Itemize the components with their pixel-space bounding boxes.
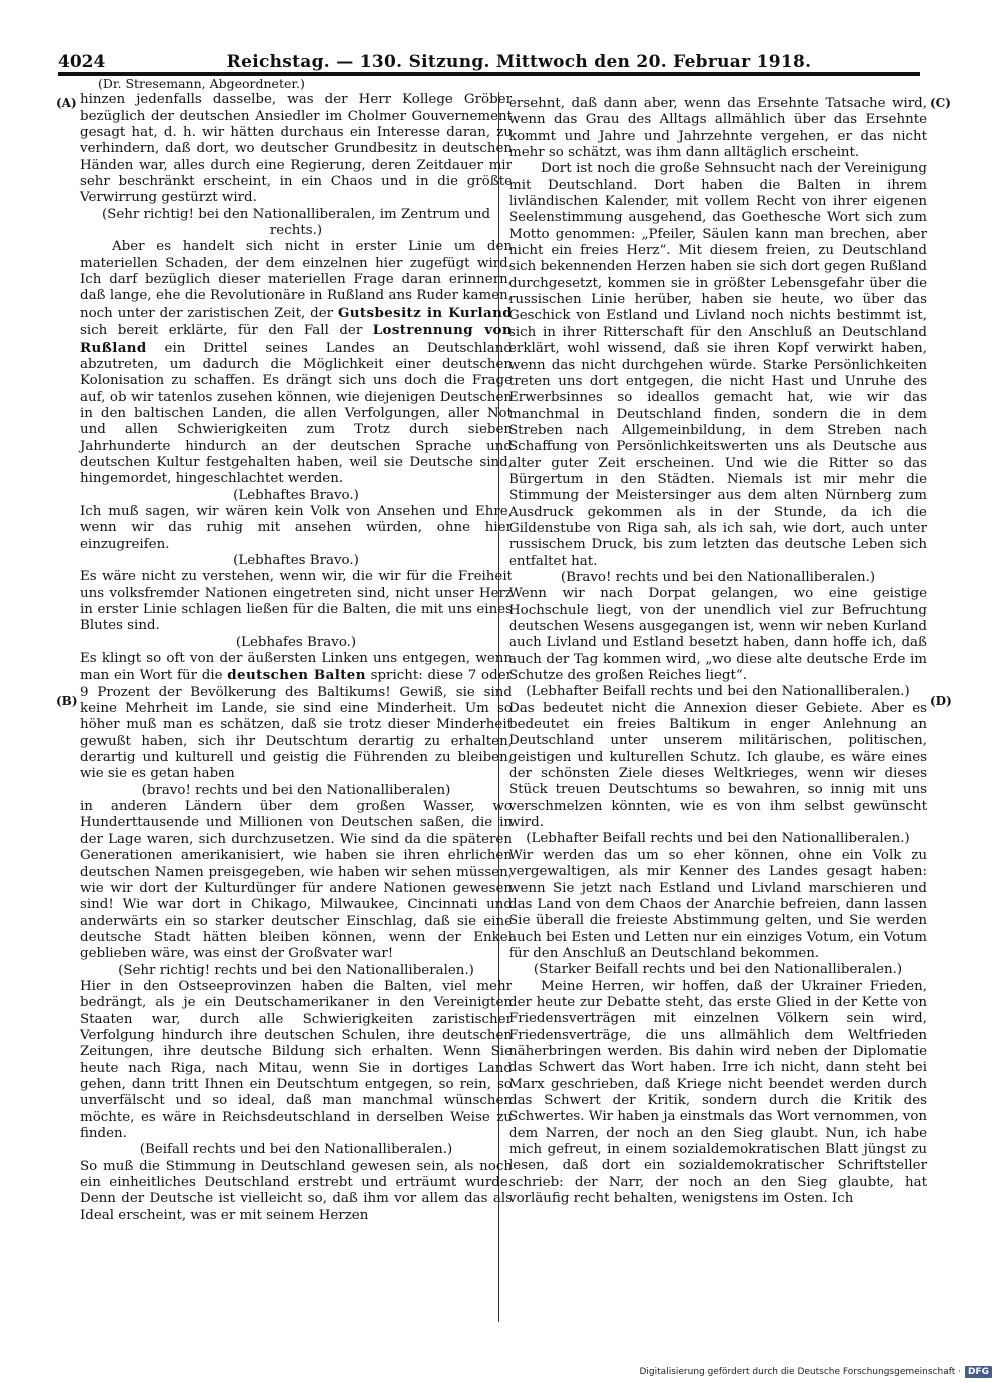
interjection: (Sehr richtig! bei den Nationalliberalen, im Zentrum und rechts.)	[101, 206, 491, 239]
margin-mark-d: (D)	[930, 694, 952, 708]
paragraph: hinzen jedenfalls dasselbe, was der Herr Kollege Gröber bezüglich der deutschen Ansiedler im Cholmer Gouvernement gesagt hat, d. h. wir hätten durchaus ein Interesse daran, zu verhindern, daß dort, wo deutscher Grundbesitz in deutschen Händen war, alles durch eine Regierung, deren Zeitdauer mir sehr beschränkt erscheint, in ein Chaos und in die größte Verwirrung gestürzt wird.	[80, 92, 512, 206]
interjection: (Bravo! rechts und bei den Nationalliberalen.)	[560, 569, 876, 585]
digitization-footer	[612, 1365, 992, 1379]
margin-mark-a: (A)	[56, 96, 77, 110]
interjection: (Lebhafter Beifall rechts und bei den Nationalliberalen.)	[526, 684, 910, 700]
emphasis: Gutsbesitz in Kurland	[337, 304, 512, 321]
paragraph: Es klingt so oft von der äußersten Linken uns entgegen, wenn man ein Wort für die deutschen Balten spricht: diese 7 oder 9 Prozent der Bevölkerung des Baltikums! Gewiß, sie sind keine Mehrheit im Lande, sie sind eine Minderheit. Um so höher muß man es schätzen, daß sie trotz dieser Minderheit gewußt haben, sich ihr Deutschtum derartig zu erhalten, derartig und kulturell und geistig die Führenden zu bleiben, wie sie es getan haben	[80, 651, 513, 782]
margin-mark-b: (B)	[56, 694, 78, 708]
interjection: (Lebhafter Beifall rechts und bei den Nationalliberalen.)	[526, 831, 910, 847]
paragraph: Hier in den Ostseeprovinzen haben die Balten, viel mehr bedrängt, als je ein Deutschamerikaner in den Vereinigten Staaten war, durch alle Schwierigkeiten zaristischer Verfolgung hindurch ihre deutschen Schulen, ihre deutschen Zeitungen, ihre deutsche Bildung sich erhalten. Wenn Sie heute nach Riga, nach Mitau, wenn Sie in dortiges Land gehen, dann tritt Ihnen ein Deutschtum entgegen, so rein, so unverfälscht und so ideal, daß man manchmal wünschen möchte, es wäre in Reichsdeutschland in derselben Weise zu finden.	[80, 978, 512, 1141]
paragraph: Meine Herren, wir hoffen, daß der Ukrainer Frieden, der heute zur Debatte steht, das erste Glied in der Kette von Friedensverträgen mit einzelnen Völkern sein wird, Friedensverträge, die uns allmählich dem Weltfrieden näherbringen werden. Bis dahin wird neben der Diplomatie das Schwert das Wort haben. Irre ich nicht, dann steht bei Marx geschrieben, daß Kriege nicht beendet werden durch das Schwert der Kritik, sondern durch die Kritik des Schwertes. Wir haben ja einstmals das Wort vernommen, von dem Narren, der noch an den Sieg glaubt. Nun, ich habe mich gefreut, in einem sozialdemokratischen Blatt jüngst zu lesen, daß dort ein sozialdemokratischer Schriftsteller schrieb: der Narr, der noch an den Sieg glaubte, hat vorläufig recht behalten, wenigstens im Osten. Ich	[509, 978, 927, 1207]
left-column	[80, 76, 512, 1224]
emphasis: Lostrennung von Rußland	[80, 322, 512, 356]
paragraph: in anderen Ländern über dem großen Wasser, wo Hunderttausende und Millionen von Deutschen saßen, die in der Lage waren, sich durchzusetzen. Wie sind da die späteren Generationen amerikanisiert, wie haben sie ihren ehrlichen deutschen Namen preisgegeben, wie haben wir sehen müssen, wie wir dort der Kulturdünger für andere Nationen gewesen sind! Wie war dort in Chikago, Milwaukee, Cincinnati und anderwärts ein so starker deutscher Einschlag, daß sie eine deutsche Stadt hätten bleiben können, wenn der Enkel geblieben wäre, was einst der Großvater war!	[80, 799, 512, 962]
speaker-line: (Dr. Stresemann, Abgeordneter.)	[98, 76, 305, 91]
interjection: (Lebhaftes Bravo.)	[233, 487, 359, 503]
interjection: (Lebhaftes Bravo.)	[233, 552, 359, 568]
interjection: (Beifall rechts und bei den Nationalliberalen.)	[139, 1142, 453, 1158]
paragraph: ersehnt, daß dann aber, wenn das Ersehnte Tatsache wird, wenn das Grau des Alltags allmählich über das Ersehnte kommt und Jahre und Jahrzehnte vergehen, er das nicht mehr so schätzt, was ihm dann alltäglich erscheint.	[509, 96, 927, 161]
paragraph: Wenn wir nach Dorpat gelangen, wo eine geistige Hochschule liegt, von der unendlich viel zur Befruchtung deutschen Wesens ausgegangen ist, wenn wir neben Kurland auch Livland und Estland besetzt haben, dann hoffe ich, daß auch der Tag kommen wird, „wo diese alte deutsche Erde im Schutze des großen Reiches liegt“.	[509, 586, 927, 684]
margin-mark-c: (C)	[930, 96, 951, 110]
emphasis: deutschen Balten	[227, 667, 366, 684]
interjection: (Sehr richtig! rechts und bei den Nationalliberalen.)	[118, 962, 474, 978]
dfg-logo-icon: DFG	[965, 1366, 992, 1378]
interjection: (Lebhafes Bravo.)	[235, 634, 357, 650]
paragraph: Das bedeutet nicht die Annexion dieser Gebiete. Aber es bedeutet ein freies Baltikum in enger Anlehnung an Deutschland unter unserem militärischen, politischen, geistigen und kulturellen Schutz. Ich glaube, es wäre eines der schönsten Ziele dieses Weltkrieges, wenn wir dieses Stück treuen Deutschtums so bewahren, so innig mit uns verschmelzen könnten, wie es von ihm selbst gewünscht wird.	[509, 700, 927, 831]
interjection: (bravo! rechts und bei den Nationalliberalen)	[141, 782, 451, 798]
footer-text: Digitalisierung gefördert durch die Deutsche Forschungsgemeinschaft ·	[639, 1367, 961, 1377]
paragraph: Dort ist noch die große Sehnsucht nach der Vereinigung mit Deutschland. Dort haben die Balten in ihrem livländischen Kalender, mit vollem Recht von ihrer eigenen Seelenstimmung ausgehend, das Goethesche Wort sich zum Motto genommen: „Pfeiler, Säulen kann man brechen, aber nicht ein freies Herz“. Mit diesem freien, zu Deutschland sich bekennenden Herzen haben sie sich dort gegen Rußland durchgesetzt, kommen sie in größter Lebensgefahr über die russischen Linie herüber, haben sie heute, wo über das Geschick von Estland und Livland noch nichts bestimmt ist, sich in ihrer Ritterschaft für den Anschluß an Deutschland erklärt, wohl wissend, daß sie ihren Kopf verwirkt haben, wenn das nicht durchgehen würde. Starke Persönlichkeiten treten uns dort entgegen, die nicht Hast und Unruhe des Erwerbsinnes so ideallos gemacht hat, wie wir das manchmal in Deutschland finden, sondern die in dem Streben nach Allgemeinbildung, in dem Streben nach Schaffung von Persönlichkeitswerten uns als Deutsche aus alter guter Zeit erscheinen. Und wie die Ritter so das Bürgertum in den Städten. Niemals ist mir mehr die Stimmung der Meistersinger aus dem alten Nürnberg zum Ausdruck gekommen als in der Stunde, da ich die Gildenstube von Riga sah, als ich sah, wie dort, auch unter russischem Druck, bis zum letzten das deutsche Leben sich entfaltet hat.	[509, 161, 927, 569]
page-number: 4024	[58, 52, 106, 72]
right-column	[509, 96, 927, 1207]
paragraph: Es wäre nicht zu verstehen, wenn wir, die wir für die Freiheit uns volksfremder Nationen eingetreten sind, nicht unser Herz in erster Linie schlagen ließen für die Balten, die mit uns eines Blutes sind.	[80, 569, 512, 634]
interjection: (Starker Beifall rechts und bei den Nationalliberalen.)	[533, 962, 903, 978]
paragraph: Wir werden das um so eher können, ohne ein Volk zu vergewaltigen, als mir Kenner des Landes gesagt haben: wenn Sie jetzt nach Estland und Livland marschieren und das Land von dem Chaos der Anarchie befreien, dann lassen Sie überall die freieste Abstimmung gelten, und Sie werden auch bei Esten und Letten nur ein einziges Votum, ein Votum für den Anschluß an Deutschland bekommen.	[509, 847, 927, 961]
paragraph: Aber es handelt sich nicht in erster Linie um den materiellen Schaden, der dem einzelnen hier zugefügt wird. Ich darf bezüglich dieser materiellen Frage daran erinnern, daß lange, ehe die Revolutionäre in Rußland ans Ruder kamen, noch unter der zaristischen Zeit, der Gutsbesitz in Kurland sich bereit erklärte, für den Fall der Lostrennung von Rußland ein Drittel seines Landes an Deutschland abzutreten, um dadurch die Möglichkeit einer deutschen Kolonisation zu schaffen. Es drängt sich uns doch die Frage auf, ob wir tatenlos zusehen können, wie diejenigen Deutschen in den baltischen Landen, die allen Verfolgungen, aller Not und allen Schwierigkeiten zum Trotz durch sieben Jahrhunderte hindurch an der deutschen Sprache und deutschen Kultur festgehalten haben, weil sie Deutsche sind, hingemordet, hingeschlachtet werden.	[80, 239, 512, 487]
page-title: Reichstag. — 130. Sitzung. Mittwoch den 20. Februar 1918.	[226, 52, 812, 72]
paragraph: Ich muß sagen, wir wären kein Volk von Ansehen und Ehre, wenn wir das ruhig mit ansehen würden, ohne hier einzugreifen.	[80, 503, 512, 552]
paragraph: So muß die Stimmung in Deutschland gewesen sein, als noch ein einheitliches Deutschland erstrebt und erträumt wurde. Denn der Deutsche ist vielleicht so, daß ihm vor allem das als Ideal erscheint, was er mit seinem Herzen	[80, 1158, 512, 1223]
page-header	[58, 44, 920, 72]
